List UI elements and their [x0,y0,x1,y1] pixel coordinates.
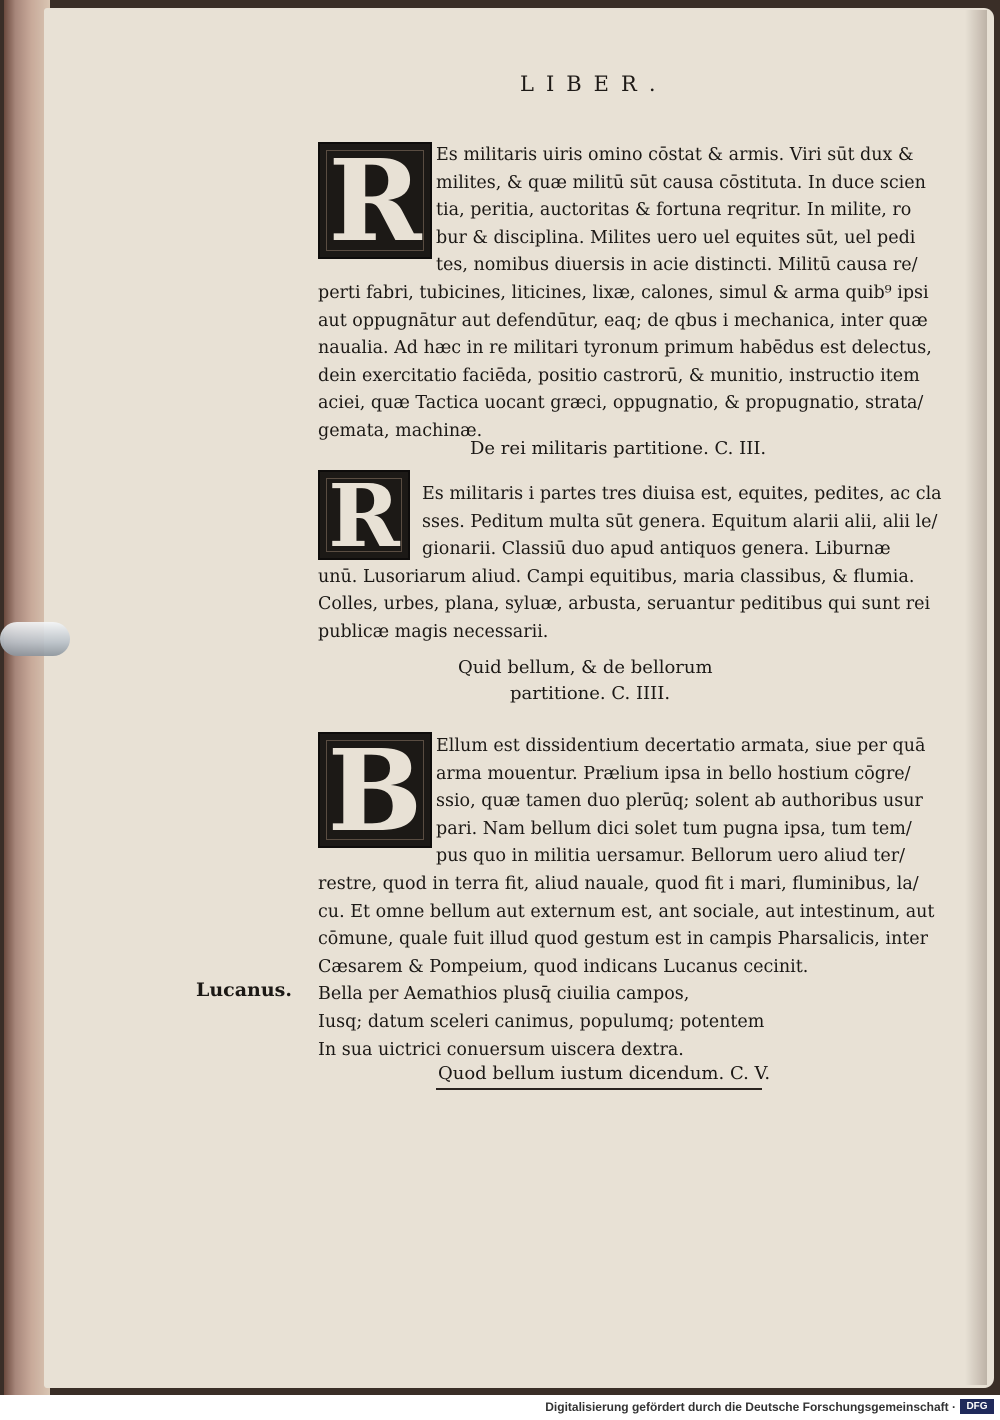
section2-paragraph [318,481,942,647]
decorated-initial-r: R [318,470,410,560]
decorated-initial-r: R [318,142,432,259]
chapter-heading-5: Quod bellum iustum dicendum. C. V. [438,1063,771,1084]
dfg-logo-icon: DFG [960,1399,994,1414]
text-line: milites, & quæ militū sūt causa cōstituta. In duce scien [436,172,926,193]
text-line: tia, peritia, auctoritas & fortuna reqritur. In milite, ro [436,200,912,221]
text-line: sses. Peditum multa sūt genera. Equitum alarii alii, alii le/ [422,511,938,532]
text-line: unū. Lusoriarum aliud. Campi equitibus, maria classibus, & flumia. [318,566,915,587]
text-line: gemata, machinæ. [318,420,483,441]
footer-bar [0,1395,1000,1420]
text-line: naualia. Ad hæc in re militari tyronum primum habēdus est delectus, [318,338,932,359]
verse-line: In sua uictrici conuersum uiscera dextra. [318,1039,684,1060]
text-line: pus quo in militia uersamur. Bellorum uero aliud ter/ [436,846,906,867]
heading-underline [436,1088,762,1090]
footer-credit: Digitalisierung gefördert durch die Deutsche Forschungsgemeinschaft · [545,1400,956,1414]
verse-line: Bella per Aemathios plusq̄ ciuilia campos, [318,984,690,1005]
text-line: pari. Nam bellum dici solet tum pugna ipsa, tum tem/ [436,818,912,839]
text-line: tes, nomibus diuersis in acie distincti. Militū causa re/ [436,255,918,276]
text-line: aciei, quæ Tactica uocant græci, oppugnatio, & propugnatio, strata/ [318,393,924,414]
text-line: arma mouentur. Prælium ipsa in bello hostium cōgre/ [436,763,911,784]
text-line: Colles, urbes, plana, syluæ, arbusta, seruantur peditibus qui sunt rei [318,594,931,615]
text-line: publicæ magis necessarii. [318,621,549,642]
decorated-initial-b: B [318,732,432,848]
margin-note: Lucanus. [196,979,292,1001]
chapter-heading-4-line1: Quid bellum, & de bellorum [458,657,713,678]
text-line: bur & disciplina. Milites uero uel equites sūt, uel pedi [436,227,916,248]
page-clip [0,622,70,656]
text-line: Es militaris uiris omino cōstat & armis. Viri sūt dux & [436,145,914,165]
text-line: Es militaris i partes tres diuisa est, equites, pedites, ac cla [422,484,942,504]
text-line: aut oppugnātur aut defendūtur, eaq; de qbus i mechanica, inter quæ [318,310,928,331]
verse-line: Iusq; datum sceleri canimus, populumq; potentem [318,1011,765,1032]
chapter-heading-3: De rei militaris partitione. C. III. [470,438,767,459]
section3-paragraph [318,733,934,1064]
text-line: gionarii. Classiū duo apud antiquos genera. Liburnæ [422,539,891,560]
text-line: restre, quod in terra fit, aliud nauale, quod fit i mari, fluminibus, la/ [318,873,919,894]
text-line: ssio, quæ tamen duo plerūq; solent ab authoribus usur [436,791,923,812]
text-line: Ellum est dissidentium decertatio armata, siue per quā [436,736,926,756]
chapter-heading-4-line2: partitione. C. IIII. [510,683,671,704]
text-line: Cæsarem & Pompeium, quod indicans Lucanus cecinit. [318,956,809,977]
page-gutter-shadow [965,10,987,1385]
running-title: LIBER. [520,72,668,96]
section1-paragraph [318,142,932,446]
text-line: cōmune, quale fuit illud quod gestum est in campis Pharsalicis, inter [318,929,929,950]
text-line: cu. Et omne bellum aut externum est, ant sociale, aut intestinum, aut [318,901,935,922]
text-line: dein exercitatio faciēda, positio castrorū, & munitio, instructio item [318,365,920,386]
text-line: perti fabri, tubicines, liticines, lixæ, calones, simul & arma quib⁹ ipsi [318,282,929,303]
